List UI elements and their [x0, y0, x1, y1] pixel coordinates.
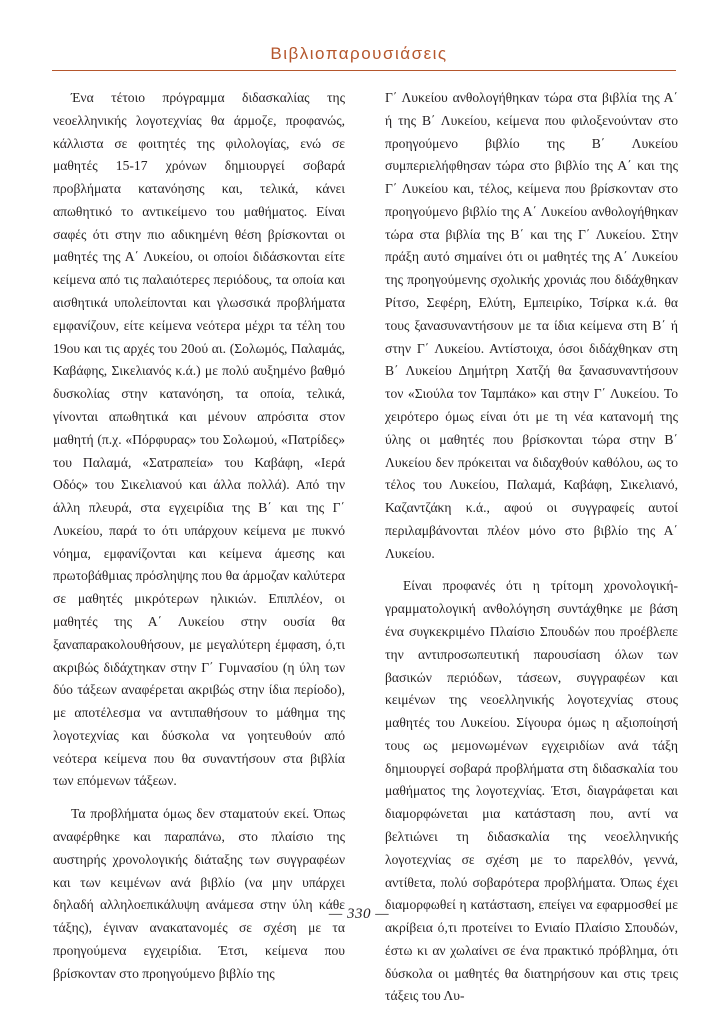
text-column-right: [385, 87, 678, 1008]
paragraph: Τα προβλήματα όμως δεν σταματούν εκεί. Όπως αναφέρθηκε και παραπάνω, στο πλαίσιο της αυστηρής χρονολογικής διάταξης των συγγραφέων και των κειμένων ανά βιβλίο (να μην υπάρχει δηλαδή αλληλοεπικάλυψη ανάμεσα στην ύλη κάθε τάξης), έγιναν ανακατανομές σε σχέση με τα προηγούμενα εγχειρίδια. Έτσι, κείμενα που βρίσκονταν στο προηγούμενο βιβλίο της: [53, 806, 345, 981]
page-number: — 330 —: [328, 906, 390, 922]
paragraph: Ένα τέτοιο πρόγραμμα διδασκαλίας της νεοελληνικής λογοτεχνίας θα άρμοζε, προφανώς, κάλλιστα σε φοιτητές της φιλολογίας, ενώ σε μαθητές 15-17 χρόνων δημιουργεί σοβαρά προβλήματα κατανόησης και, τελικά, κάνει απωθητικό το αντικείμενο του μαθήματος. Είναι σαφές ότι στην πιο αδικημένη θέση βρίσκονται οι μαθητές της Α΄ Λυκείου, οι οποίοι διδάσκονται είτε κείμενα από τις παλαιότερες περιόδους, τα οποία και αισθητικά υπολείπονται και γλωσσικά προβλήματα εμφανίζουν, είτε κείμενα νεότερα μέχρι τα τέλη του 19ου και τις αρχές του 20ού αι. (Σολωμός, Παλαμάς, Καβάφης, Σικελιανός κ.ά.) με πολύ αυξημένο βαθμό δυσκολίας στην κατανόηση, τα οποία, τελικά, γίνονται απωθητικά και μένουν απρόσιτα στον μαθητή (π.χ. «Πόρφυρας» του Σολωμού, «Πατρίδες» του Παλαμά, «Σατραπεία» του Καβάφη, «Ιερά Οδός» του Σικελιανού και άλλα πολλά). Από την άλλη πλευρά, στα εγχειρίδια της Β΄ και της Γ΄ Λυκείου, παρά το ότι υπάρχουν κείμενα με πυκνό νόημα, εμφανίζονται και κείμενα άμεσης και πρωτοβάθμιας πρόσληψης που θα άρμοζαν καλύτερα σε μαθητές μικρότερων ηλικιών. Επιπλέον, οι μαθητές της Α΄ Λυκείου στην ουσία θα ξαναπαρακολουθήσουν, με μεγαλύτερη έμφαση, ό,τι ακριβώς διδάχτηκαν στην Γ΄ Γυμνασίου (η ύλη των δύο τάξεων αναφέρεται ακριβώς στην ίδια περίοδο), με αποτέλεσμα να αντιπαθήσουν το μάθημα της λογοτεχνίας και δύσκολα να γοητευθούν από νεότερα κείμενα που θα συναντήσουν στα βιβλία των επόμενων τάξεων.: [53, 90, 345, 789]
header-rule: [52, 70, 676, 71]
paragraph-continued: Γ΄ Λυκείου ανθολογήθηκαν τώρα στα βιβλία της Α΄ ή της Β΄ Λυκείου, κείμενα που φιλοξενούνταν στο προηγούμενο βιβλίο της Β΄ Λυκείου συμπεριελήφθησαν τώρα στο βιβλίο της Α΄ και της Γ΄ Λυκείου και, τέλος, κείμενα που βρίσκονταν στο προηγούμενο βιβλίο της Α΄ Λυκείου ανθολογήθηκαν τώρα στα βιβλία της Β΄ και της Γ΄ Λυκείου. Στην πράξη αυτό σημαίνει ότι οι μαθητές της Α΄ Λυκείου της προηγούμενης σχολικής χρονιάς που διδάχθηκαν Ρίτσο, Σεφέρη, Ελύτη, Εμπειρίκο, Τσίρκα κ.ά. θα τους ξανασυναντήσουν με τα ίδια κείμενα στη Β΄ ή στην Γ΄ Λυκείου. Αντίστοιχα, όσοι διδάχθηκαν στη Β΄ Λυκείου Δημήτρη Χατζή θα ξανασυναντήσουν τον «Σιούλα τον Ταμπάκο» και στην Γ΄ Λυκείου. Το χειρότερο όμως είναι ότι με τη νέα κατανομή της ύλης οι μαθητές που βρίσκονται τώρα στην Β΄ Λυκείου δεν πρόκειται να διδαχθούν καθόλου, ως το τέλος του Λυκείου, Παλαμά, Καβάφη, Σικελιανό, Καζαντζάκη κ.ά., αφού οι συγγραφείς αυτοί περιλαμβάνονται πλέον μόνο στο βιβλίο της Α΄ Λυκείου.: [385, 90, 678, 561]
text-column-left: [53, 87, 345, 985]
paragraph: Είναι προφανές ότι η τρίτομη χρονολογική-γραμματολογική ανθολόγηση συντάχθηκε με βάση ένα συγκεκριμένο Πλαίσιο Σπουδών που προέβλεπε την αντιπροσωπευτική παρουσίαση όλων των βασικών περιόδων, τάσεων, συγγραφέων και κειμένων της νεοελληνικής λογοτεχνίας στους μαθητές του Λυκείου. Σίγουρα όμως η αξιοποίησή τους ως μεμονωμένων εγχειριδίων ανά τάξη δημιουργεί σοβαρά προβλήματα στη διδασκαλία του μαθήματος της λογοτεχνίας. Έτσι, διαγράφεται και διαμορφώνεται μια κατάσταση που, αντί να βελτιώνει τη διδασκαλία της νεοελληνικής λογοτεχνίας σε σχέση με το παρελθόν, γεννά, αντίθετα, πολύ σοβαρότερα προβλήματα. Όπως έχει διαμορφωθεί η κατάσταση, επείγει να εφαρμοσθεί με ακρίβεια ό,τι προτείνει το Ενιαίο Πλαίσιο Σπουδών, έστω κι αν χωλαίνει σε ένα πρακτικό πρόβλημα, ότι δύσκολα οι μαθητές θα διατηρήσουν και στις τρεις τάξεις του Λυ-: [385, 578, 678, 1004]
running-title: Βιβλιοπαρουσιάσεις: [270, 44, 448, 63]
